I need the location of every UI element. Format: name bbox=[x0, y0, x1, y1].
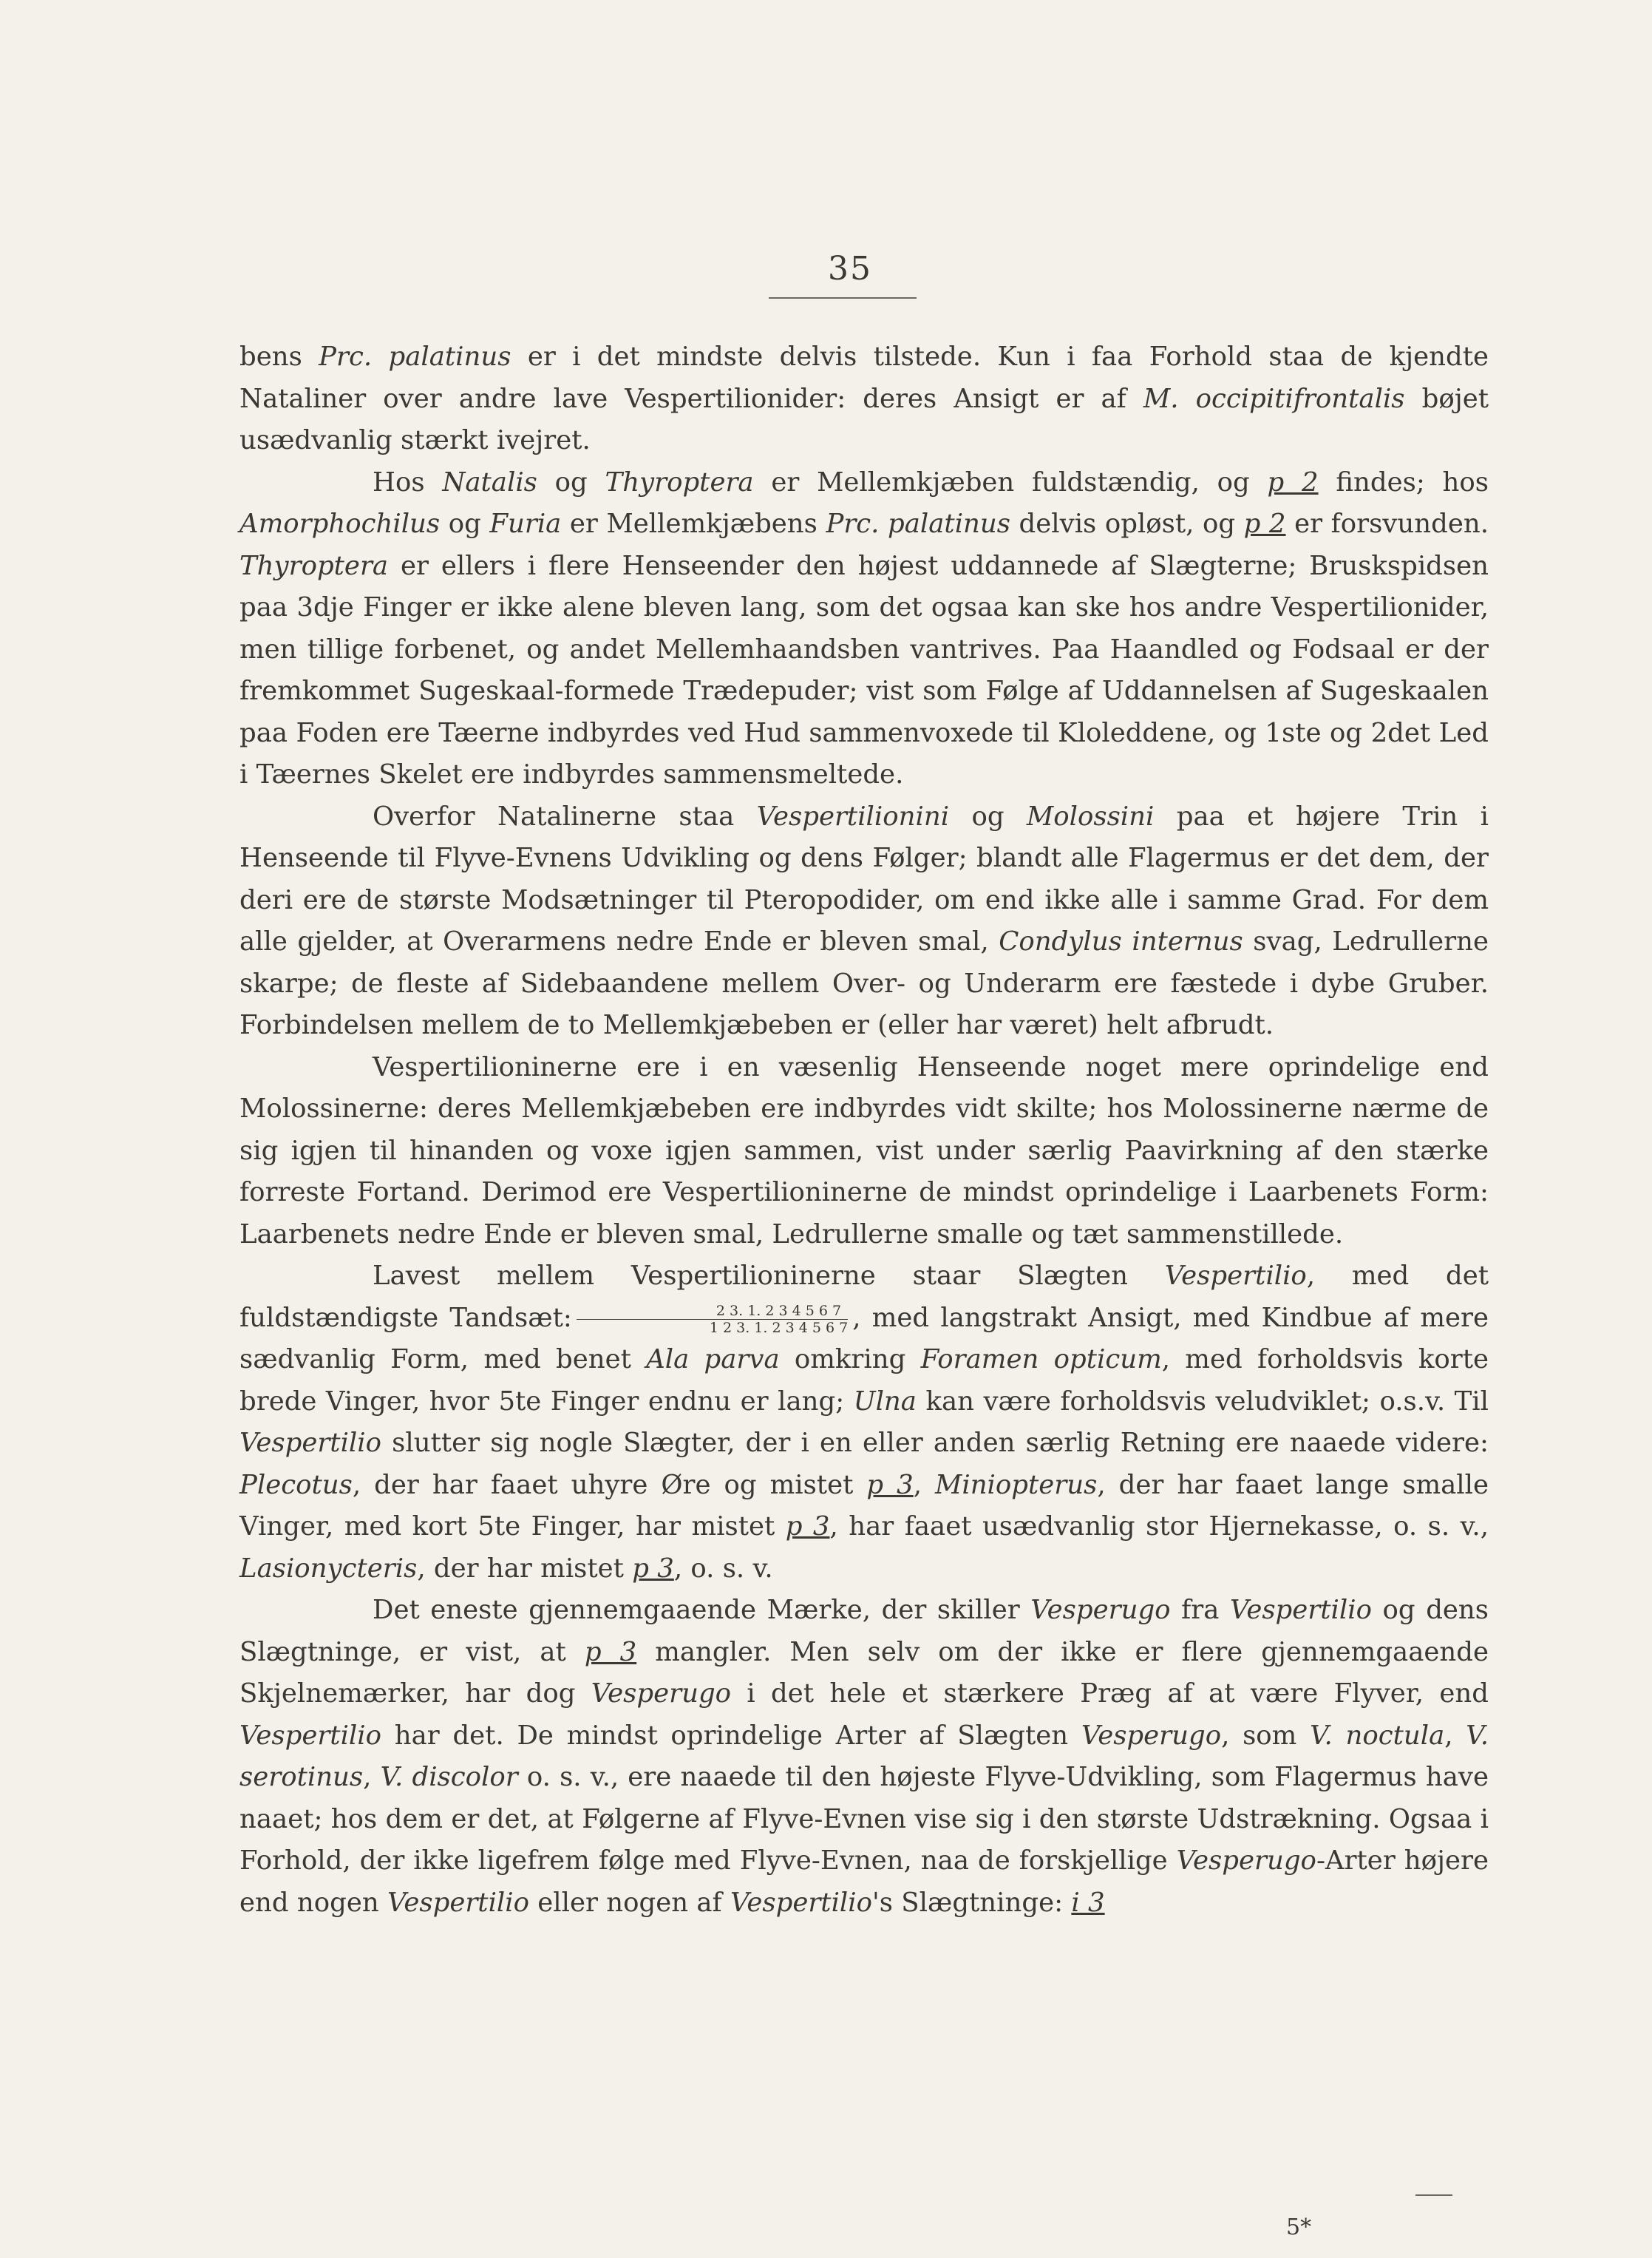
text-run: og bbox=[537, 467, 605, 498]
paragraph-3 bbox=[239, 796, 1489, 1047]
text-run: , bbox=[363, 1762, 381, 1792]
body-text bbox=[239, 336, 1489, 1924]
taxon-term: V. discolor bbox=[380, 1762, 518, 1792]
taxon-term: Vespertilio bbox=[387, 1887, 530, 1918]
text-run: Hos bbox=[373, 467, 443, 498]
text-run: svag, Ledrullerne skarpe; de fleste af Sidebaandene mellem Over- og Underarm ere fæstede i dybe Gruber. Forbindelsen mellem de to Mellemkjæbeben er (eller har været) helt afbrudt. bbox=[239, 926, 1489, 1040]
taxon-term: Ala parva bbox=[646, 1344, 780, 1374]
taxon-term: Ulna bbox=[853, 1386, 917, 1417]
text-run: og dens Slægtninge, er vist, at bbox=[239, 1595, 1489, 1667]
text-run: delvis opløst, og bbox=[1010, 509, 1244, 539]
text-run: , der har mistet bbox=[417, 1553, 633, 1584]
text-run: , har faaet usædvanlig stor Hjernekasse, o. s. v., bbox=[829, 1511, 1489, 1542]
taxon-term: Vespertilio bbox=[1229, 1595, 1372, 1625]
taxon-term: Vesperugo bbox=[1030, 1595, 1171, 1625]
text-run: 's Slægtninge: bbox=[872, 1887, 1072, 1918]
text-run: , bbox=[913, 1469, 935, 1500]
taxon-term: Miniopterus bbox=[934, 1469, 1098, 1500]
dental-formula bbox=[577, 1303, 848, 1336]
text-run: omkring bbox=[779, 1344, 921, 1374]
text-run: , o. s. v. bbox=[673, 1553, 773, 1584]
text-run: i det hele et stærkere Præg af at være Flyver, end bbox=[731, 1678, 1489, 1709]
text-run: bøjet usædvanlig stærkt ivejret. bbox=[239, 383, 1489, 455]
paragraph-2 bbox=[239, 462, 1489, 796]
dental-formula-upper: 2 3. 1. 2 3 4 5 6 7 bbox=[577, 1303, 848, 1320]
text-run: er ellers i flere Henseender den højest uddannede af Slægterne; Bruskspidsen paa 3dje Finger er ikke alene bleven lang, som det ogsaa kan ske hos andre Vespertilionider, men tillige forbenet, og andet Mellemhaandsben vantrives. Paa Haandled og Fodsaal er der fremkommet Sugeskaal-formede Trædepuder; vist som Følge af Uddannelsen af Sugeskaalen paa Foden ere Tæerne indbyrdes ved Hud sammenvoxede til Kloleddene, og 1ste og 2det Led i Tæernes Skelet ere indbyrdes sammensmeltede. bbox=[239, 550, 1489, 790]
text-run: , der har faaet uhyre Øre og mistet bbox=[352, 1469, 867, 1500]
text-run: Vespertilioninerne ere i en væsenlig Henseende noget mere oprindelige end Molossinerne: deres Mellemkjæbeben ere indbyrdes vidt skilte; hos Molossinerne nærme de sig igjen til hinanden og voxe igjen sammen, vist under særlig Paavirkning af den stærke forreste Fortand. Derimod ere Vespertilioninerne de mindst oprindelige i Laarbenets Form: Laarbenets nedre Ende er bleven smal, Ledrullerne smalle og tæt sammenstillede. bbox=[239, 1051, 1489, 1250]
page-number: 35 bbox=[828, 250, 872, 288]
taxon-term: V. serotinus bbox=[239, 1720, 1489, 1792]
taxon-term: Amorphochilus bbox=[239, 509, 441, 539]
paragraph-5 bbox=[239, 1255, 1489, 1590]
tooth-formula: p 2 bbox=[1243, 509, 1286, 539]
taxon-term: Furia bbox=[489, 509, 562, 539]
text-run: kan være forholdsvis veludviklet; o.s.v. Til bbox=[916, 1386, 1489, 1417]
tooth-formula: p 3 bbox=[584, 1636, 637, 1667]
text-run: Lavest mellem Vespertilioninerne staar Slægten bbox=[373, 1261, 1165, 1291]
text-run: Det eneste gjennemgaaende Mærke, der skiller bbox=[373, 1595, 1031, 1625]
text-run: paa et højere Trin i Henseende til Flyve-Evnens Udvikling og dens Følger; blandt alle Flagermus er det dem, der deri ere de største Modsætninger til Pteropodider, om end ikke alle i samme Grad. For dem alle gjelder, at Overarmens nedre Ende er bleven smal, bbox=[239, 801, 1489, 957]
text-run: mangler. Men selv om der ikke er flere gjennemgaaende Skjelnemærker, har dog bbox=[239, 1636, 1489, 1709]
text-run: er Mellemkjæben fuldstændig, og bbox=[753, 467, 1268, 498]
tooth-formula: p 3 bbox=[785, 1511, 830, 1542]
paragraph-1 bbox=[239, 336, 1489, 462]
taxon-term: Vespertilio bbox=[1164, 1261, 1307, 1291]
text-run: , som bbox=[1221, 1720, 1311, 1751]
text-run: , bbox=[1444, 1720, 1466, 1751]
taxon-term: Vespertilio bbox=[239, 1720, 382, 1751]
taxon-term: M. occipitifrontalis bbox=[1143, 383, 1405, 414]
paragraph-6 bbox=[239, 1590, 1489, 1924]
text-run: er forsvunden. bbox=[1285, 509, 1489, 539]
text-run: eller nogen af bbox=[529, 1887, 730, 1918]
text-run: og bbox=[949, 801, 1027, 832]
dental-formula-lower: 1 2 3. 1. 2 3 4 5 6 7 bbox=[709, 1319, 849, 1336]
taxon-term: V. noctula bbox=[1310, 1720, 1445, 1751]
taxon-term: Prc. palatinus bbox=[826, 509, 1010, 539]
text-run: , der har faaet lange smalle Vinger, med kort 5te Finger, har mistet bbox=[239, 1469, 1489, 1542]
taxon-term: Vespertilio bbox=[730, 1887, 873, 1918]
taxon-term: Natalis bbox=[442, 467, 537, 498]
tooth-formula: p 3 bbox=[632, 1553, 674, 1584]
text-run: er i det mindste delvis tilstede. Kun i faa Forhold staa de kjendte Nataliner over andre lave Vespertilionider: deres Ansigt er af bbox=[239, 342, 1489, 414]
page-number-rule bbox=[769, 297, 917, 299]
taxon-term: Plecotus bbox=[239, 1469, 353, 1500]
taxon-term: Lasionycteris bbox=[239, 1553, 418, 1584]
text-run: har det. De mindst oprindelige Arter af Slægten bbox=[381, 1720, 1081, 1751]
taxon-term: Condylus internus bbox=[999, 926, 1243, 957]
text-run: -Arter højere end nogen bbox=[239, 1845, 1489, 1918]
taxon-term: Prc. palatinus bbox=[319, 342, 511, 372]
tooth-formula: p 2 bbox=[1267, 467, 1319, 498]
tooth-formula: i 3 bbox=[1071, 1887, 1105, 1918]
text-run: er Mellemkjæbens bbox=[561, 509, 826, 539]
taxon-term: Thyroptera bbox=[605, 467, 754, 498]
text-run: bens bbox=[239, 342, 319, 372]
printer-signature: 5* bbox=[1286, 2214, 1312, 2240]
taxon-term: Vespertilionini bbox=[756, 801, 950, 832]
text-run: o. s. v., ere naaede til den højeste Flyve-Udvikling, som Flagermus have naaet; hos dem er det, at Følgerne af Flyve-Evnen vise sig i den største Udstrækning. Ogsaa i Forhold, der ikke ligefrem følge med Flyve-Evnen, naa de forskjellige bbox=[239, 1762, 1489, 1876]
text-run: fra bbox=[1170, 1595, 1230, 1625]
taxon-term: Vespertilio bbox=[239, 1428, 382, 1458]
text-run: og bbox=[440, 509, 490, 539]
text-run: , med forholdsvis korte brede Vinger, hvor 5te Finger endnu er lang; bbox=[239, 1344, 1489, 1417]
tooth-formula: p 3 bbox=[866, 1469, 914, 1500]
taxon-term: Thyroptera bbox=[239, 550, 389, 581]
text-run: Overfor Natalinerne staa bbox=[373, 801, 757, 832]
taxon-term: Vesperugo bbox=[1176, 1845, 1316, 1876]
taxon-term: Vesperugo bbox=[591, 1678, 732, 1709]
taxon-term: Vesperugo bbox=[1081, 1720, 1222, 1751]
paragraph-4 bbox=[239, 1047, 1489, 1256]
taxon-term: Molossini bbox=[1026, 801, 1155, 832]
text-run: , med det fuldstændigste Tandsæt: bbox=[239, 1261, 1489, 1333]
text-run: , med langstrakt Ansigt, med Kindbue af mere sædvanlig Form, med benet bbox=[239, 1302, 1489, 1374]
taxon-term: Foramen opticum bbox=[920, 1344, 1162, 1374]
text-run: slutter sig nogle Slægter, der i en eller anden særlig Retning ere naaede videre: bbox=[381, 1428, 1489, 1458]
signature-rule bbox=[1415, 2194, 1452, 2196]
text-run: findes; hos bbox=[1318, 467, 1489, 498]
